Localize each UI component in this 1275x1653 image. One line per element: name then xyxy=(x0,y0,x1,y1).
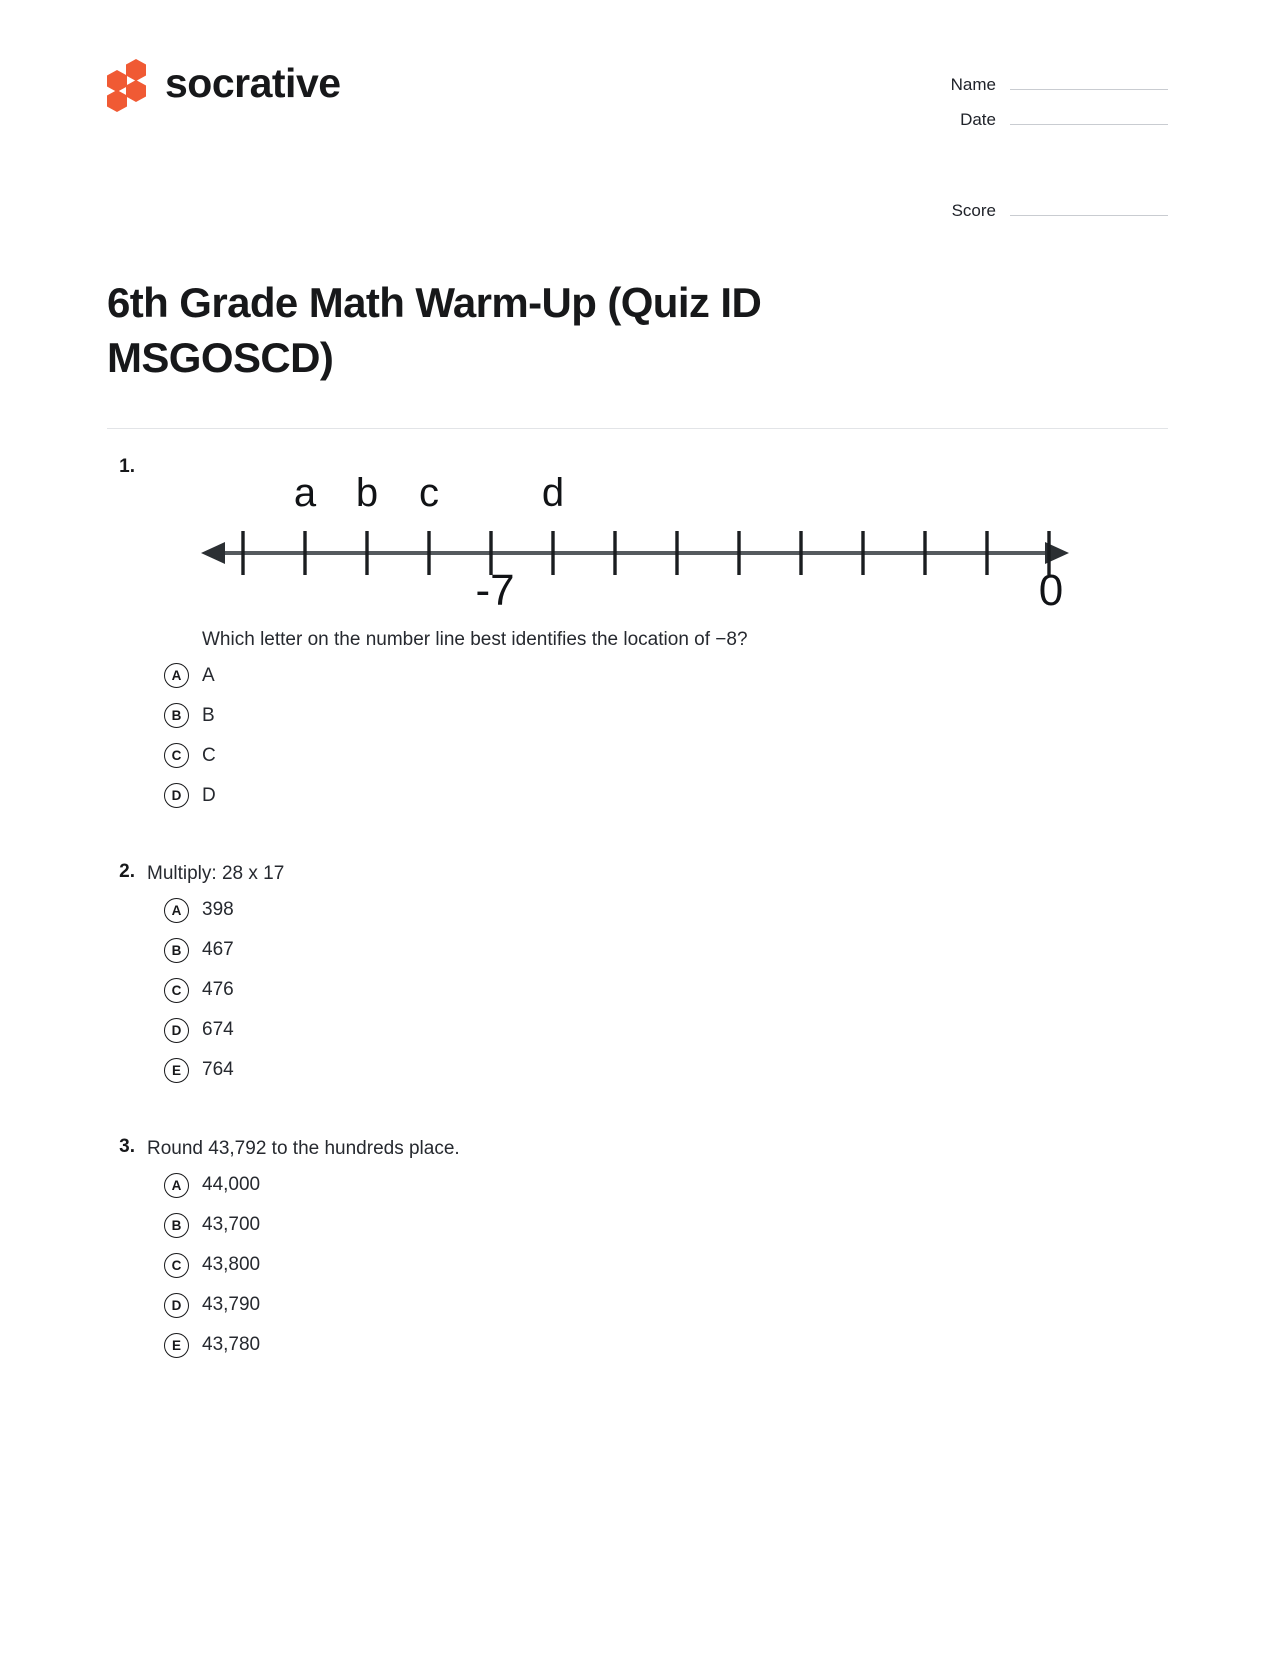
option-label: C xyxy=(202,744,216,766)
logo-hexagon-lower-left xyxy=(107,90,127,112)
option-row[interactable] xyxy=(164,1333,1168,1358)
option-bubble-d[interactable]: D xyxy=(164,1018,189,1043)
option-bubble-b[interactable]: B xyxy=(164,938,189,963)
option-row[interactable] xyxy=(164,938,1168,963)
option-row[interactable] xyxy=(164,743,1168,768)
page-header xyxy=(107,0,1168,233)
number-line-label-b: b xyxy=(355,470,379,515)
option-label: 467 xyxy=(202,939,234,961)
option-bubble-c[interactable]: C xyxy=(164,743,189,768)
option-row[interactable] xyxy=(164,1058,1168,1083)
option-row[interactable] xyxy=(164,1018,1168,1043)
socrative-logo xyxy=(107,58,341,108)
option-row[interactable] xyxy=(164,1213,1168,1238)
option-row[interactable] xyxy=(164,1293,1168,1318)
option-row[interactable] xyxy=(164,783,1168,808)
option-label: 764 xyxy=(202,1059,234,1081)
score-field-row xyxy=(918,198,1168,221)
question-1-options xyxy=(164,663,1168,808)
question-3-options xyxy=(164,1173,1168,1358)
name-input-line[interactable] xyxy=(1010,72,1168,90)
date-label: Date xyxy=(960,110,996,129)
question-1-text: Which letter on the number line best identifies the location of −8? xyxy=(202,628,748,650)
question-1-head xyxy=(107,455,1168,620)
score-input-line[interactable] xyxy=(1010,198,1168,216)
student-meta-fields xyxy=(918,58,1168,233)
option-label: 43,700 xyxy=(202,1214,261,1236)
option-bubble-d[interactable]: D xyxy=(164,1293,189,1318)
option-row[interactable] xyxy=(164,663,1168,688)
date-input-line[interactable] xyxy=(1010,107,1168,125)
question-2-number: 2. xyxy=(119,861,135,883)
option-bubble-c[interactable]: C xyxy=(164,978,189,1003)
name-field-row xyxy=(918,72,1168,95)
option-row[interactable] xyxy=(164,898,1168,923)
option-bubble-e[interactable]: E xyxy=(164,1058,189,1083)
brand-wordmark: socrative xyxy=(165,59,341,106)
option-label: 398 xyxy=(202,899,234,921)
option-bubble-b[interactable]: B xyxy=(164,703,189,728)
question-2-head xyxy=(107,860,1168,888)
option-label: 43,800 xyxy=(202,1254,261,1276)
number-line-label-a: a xyxy=(293,470,317,515)
option-label: A xyxy=(202,664,215,686)
question-2 xyxy=(107,860,1168,1083)
number-line-diagram xyxy=(195,461,1075,611)
option-bubble-d[interactable]: D xyxy=(164,783,189,808)
logo-hexagon-upper-left xyxy=(107,70,127,92)
question-1-number: 1. xyxy=(119,455,135,477)
number-line-value-minus7: -7 xyxy=(475,565,515,611)
logo-hexagon-mid-right xyxy=(126,80,146,102)
score-label: Score xyxy=(951,201,996,220)
option-label: 43,780 xyxy=(202,1334,261,1356)
number-line-label-c: c xyxy=(419,470,439,515)
option-row[interactable] xyxy=(164,1253,1168,1278)
question-3-text: Round 43,792 to the hundreds place. xyxy=(147,1137,460,1159)
option-bubble-e[interactable]: E xyxy=(164,1333,189,1358)
question-2-text: Multiply: 28 x 17 xyxy=(147,863,285,885)
number-line-left-arrow xyxy=(201,542,225,564)
page-title: 6th Grade Math Warm-Up (Quiz ID MSGOSCD) xyxy=(107,279,762,382)
question-1-figure xyxy=(195,461,1075,616)
option-bubble-a[interactable]: A xyxy=(164,1173,189,1198)
question-3-head xyxy=(107,1135,1168,1163)
option-row[interactable] xyxy=(164,978,1168,1003)
option-bubble-a[interactable]: A xyxy=(164,898,189,923)
option-label: 43,790 xyxy=(202,1294,261,1316)
socrative-hexagon-icon xyxy=(107,58,151,108)
option-bubble-c[interactable]: C xyxy=(164,1253,189,1278)
name-label: Name xyxy=(950,75,996,94)
question-1 xyxy=(107,455,1168,809)
question-2-options xyxy=(164,898,1168,1083)
number-line-value-zero: 0 xyxy=(1038,565,1064,611)
question-3 xyxy=(107,1135,1168,1358)
option-bubble-b[interactable]: B xyxy=(164,1213,189,1238)
logo-hexagon-top-right xyxy=(126,59,146,81)
date-field-row xyxy=(918,107,1168,130)
option-label: B xyxy=(202,704,215,726)
question-3-number: 3. xyxy=(119,1135,135,1157)
option-label: 44,000 xyxy=(202,1174,261,1196)
option-row[interactable] xyxy=(164,1173,1168,1198)
option-label: 476 xyxy=(202,979,234,1001)
option-label: D xyxy=(202,784,216,806)
option-label: 674 xyxy=(202,1019,234,1041)
option-bubble-a[interactable]: A xyxy=(164,663,189,688)
number-line-label-d: d xyxy=(541,470,565,515)
option-row[interactable] xyxy=(164,703,1168,728)
questions-list xyxy=(107,429,1168,1358)
